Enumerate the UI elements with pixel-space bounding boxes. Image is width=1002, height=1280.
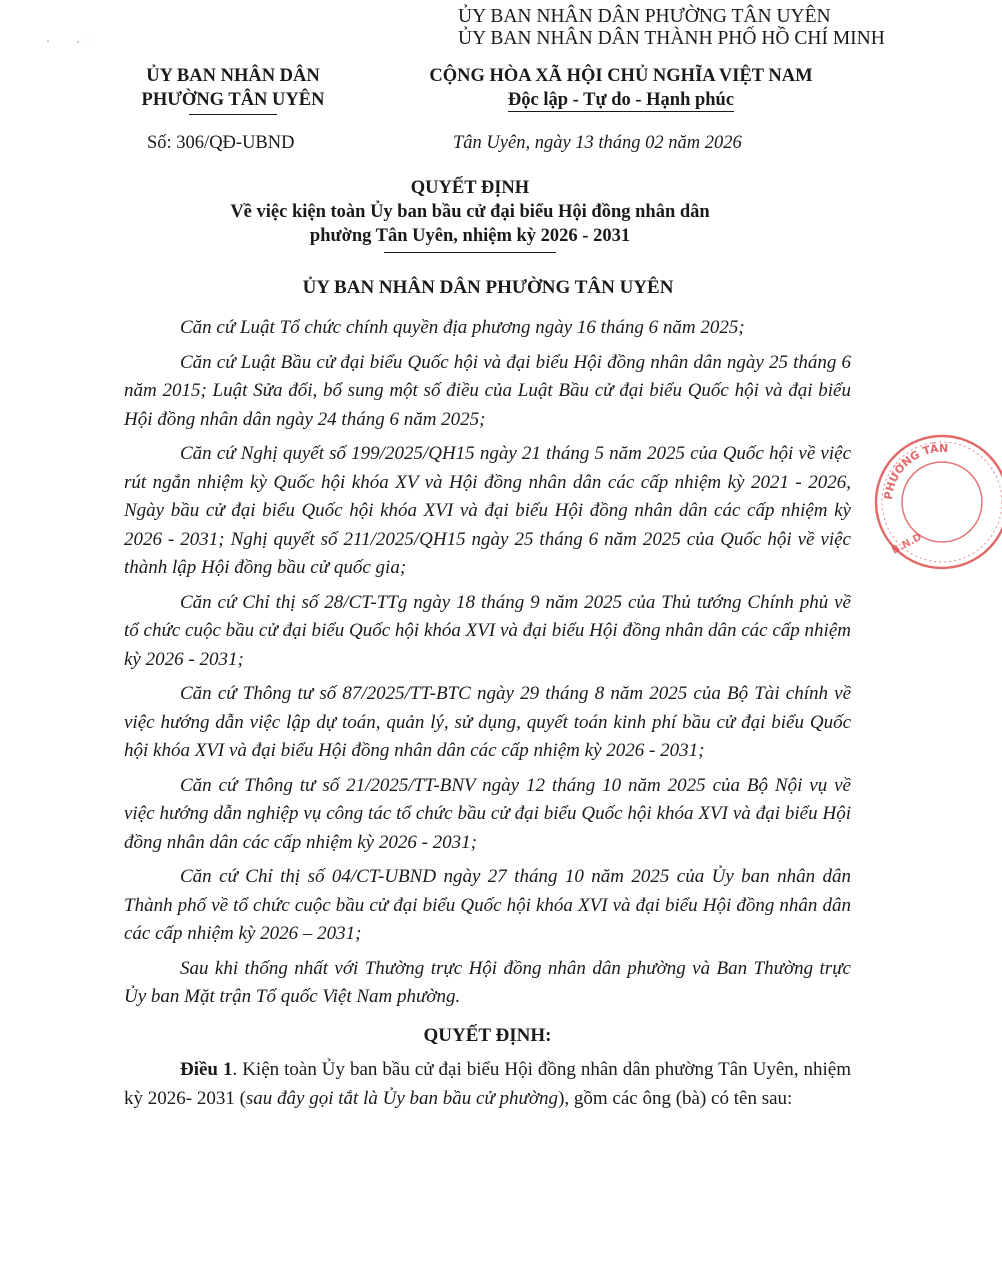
- document-title: [100, 176, 840, 253]
- document-number: Số: 306/QĐ-UBND: [147, 133, 295, 153]
- legal-basis-paragraph: Sau khi thống nhất với Thường trực Hội đồng nhân dân phường và Ban Thường trực Ủy ban Mặt trận Tổ quốc Việt Nam phường.: [124, 957, 851, 1007]
- legal-basis-paragraph: Căn cứ Thông tư số 21/2025/TT-BNV ngày 12 tháng 10 năm 2025 của Bộ Nội vụ về việc hướng dẫn nghiệp vụ công tác tổ chức bầu cử đại biểu Quốc hội khóa XVI và đại biểu Hội đồng nhân dân các cấp nhiệm kỳ 2026 - 2031;: [124, 774, 851, 853]
- issuer-line-1: ỦY BAN NHÂN DÂN: [146, 66, 320, 86]
- title-heading: QUYẾT ĐỊNH: [410, 178, 530, 198]
- legal-basis-paragraph: Căn cứ Nghị quyết số 199/2025/QH15 ngày 21 tháng 5 năm 2025 của Quốc hội về việc rút ngắn nhiệm kỳ Quốc hội khóa XV và Hội đồng nhân dân các cấp nhiệm kỳ 2021 - 2026, Ngày bầu cử đại biểu Quốc hội khóa XVI và đại biểu Hội đồng nhân dân các cấp nhiệm kỳ 2026 - 2031; Nghị quyết số 211/2025/QH15 ngày 25 tháng 6 năm 2025 của Quốc hội về việc thành lập Hội đồng bầu cử quốc gia;: [124, 443, 851, 578]
- issuer-line-2: PHƯỜNG TÂN UYÊN: [141, 90, 325, 110]
- article-1-italic: sau đây gọi tắt là Ủy ban bầu cử phường: [245, 1087, 559, 1109]
- issuer-underline: [189, 114, 277, 115]
- legal-basis-paragraph: Căn cứ Thông tư số 87/2025/TT-BTC ngày 29 tháng 8 năm 2025 của Bộ Tài chính về việc hướng dẫn việc lập dự toán, quản lý, sử dụng, quyết toán kinh phí bầu cử đại biểu Quốc hội khóa XVI và đại biểu Hội đồng nhân dân các cấp nhiệm kỳ 2026 - 2031;: [124, 683, 851, 761]
- red-seal-stamp: [872, 432, 1002, 572]
- legal-basis-paragraph: Căn cứ Luật Bầu cử đại biểu Quốc hội và đại biểu Hội đồng nhân dân ngày 25 tháng 6 năm 2015; Luật Sửa đổi, bổ sung một số điều của Luật Bầu cử đại biểu Quốc hội và đại biểu Hội đồng nhân dân ngày 24 tháng 6 năm 2025;: [124, 351, 851, 430]
- article-1-text-end: ), gồm các ông (bà) có tên sau:: [558, 1087, 793, 1109]
- decision-heading: QUYẾT ĐỊNH:: [423, 1024, 552, 1046]
- scan-specks: [44, 36, 104, 46]
- legal-basis-paragraph: Căn cứ Chỉ thị số 04/CT-UBND ngày 27 tháng 10 năm 2025 của Ủy ban nhân dân Thành phố về tổ chức cuộc bầu cử đại biểu Quốc hội khóa XVI và đại biểu Hội đồng nhân dân các cấp nhiệm kỳ 2026 – 2031;: [124, 866, 851, 944]
- national-motto: Độc lập - Tự do - Hạnh phúc: [507, 90, 735, 110]
- overlay-header-line: ỦY BAN NHÂN DÂN PHƯỜNG TÂN UYÊN: [458, 6, 831, 27]
- overlay-header: [458, 6, 885, 50]
- article-1-text: . Kiện toàn Ủy ban bầu cử đại biểu Hội đồng nhân dân phường Tân Uyên, nhiệm kỳ 2026- 2031 (: [124, 1059, 851, 1109]
- svg-text:B.N.D: B.N.D: [890, 531, 924, 557]
- national-header: [384, 64, 858, 112]
- legal-basis-paragraph: Căn cứ Luật Tổ chức chính quyền địa phương ngày 16 tháng 6 năm 2025;: [180, 317, 745, 338]
- overlay-header-line: ỦY BAN NHÂN DÂN THÀNH PHỐ HỒ CHÍ MINH: [458, 28, 885, 49]
- title-underline: [384, 252, 556, 253]
- svg-text:PHƯỜNG TÂN: PHƯỜNG TÂN: [881, 441, 949, 501]
- issuing-authority: ỦY BAN NHÂN DÂN PHƯỜNG TÂN UYÊN: [302, 277, 674, 298]
- article-1-label: Điều 1: [180, 1059, 233, 1080]
- title-subject-line: phường Tân Uyên, nhiệm kỳ 2026 - 2031: [309, 226, 631, 246]
- article-1: [124, 1056, 851, 1113]
- document-body: [124, 314, 851, 1113]
- national-title: CỘNG HÒA XÃ HỘI CHỦ NGHĨA VIỆT NAM: [429, 66, 813, 86]
- title-subject-line: Về việc kiện toàn Ủy ban bầu cử đại biểu Hội đồng nhân dân: [230, 202, 710, 222]
- place-date: Tân Uyên, ngày 13 tháng 02 năm 2026: [453, 133, 742, 153]
- legal-basis-paragraph: Căn cứ Chỉ thị số 28/CT-TTg ngày 18 tháng 9 năm 2025 của Thủ tướng Chính phủ về tổ chức cuộc bầu cử đại biểu Quốc hội khóa XVI và đại biểu Hội đồng nhân dân các cấp nhiệm kỳ 2026 - 2031;: [124, 591, 851, 670]
- issuer-block: [112, 64, 354, 115]
